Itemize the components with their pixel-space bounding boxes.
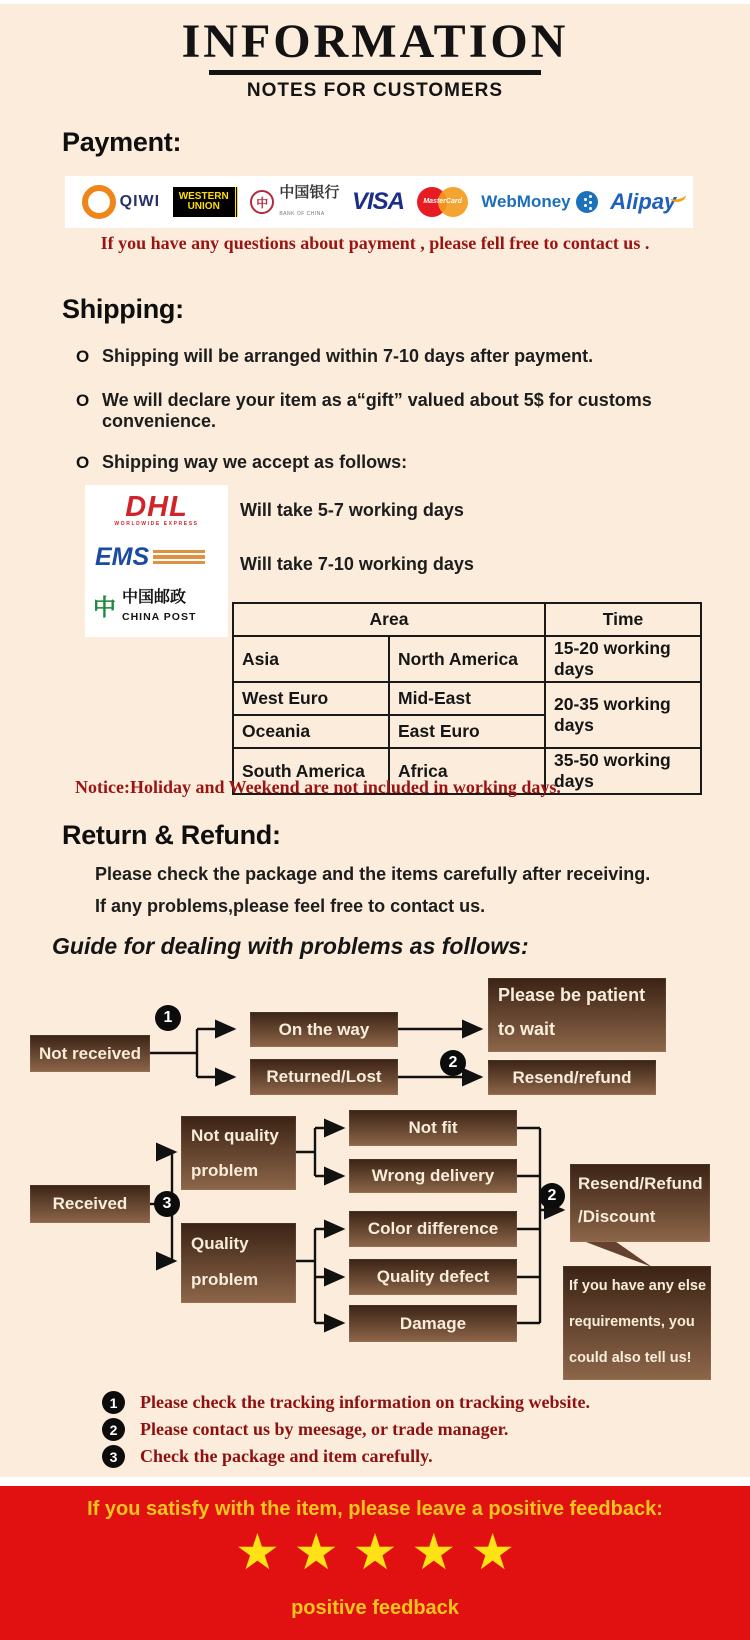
area-cell: South America	[233, 748, 389, 794]
ems-transit-note: Will take 7-10 working days	[240, 554, 474, 574]
dhl-transit-note: Will take 5-7 working days	[240, 500, 464, 520]
webmoney-logo	[481, 191, 597, 213]
flow-color-difference: Color difference	[349, 1211, 517, 1247]
feedback-footer	[0, 1486, 750, 1640]
flow-be-patient-line2: to wait	[498, 1019, 555, 1039]
qiwi-logo	[82, 185, 160, 219]
area-cell: East Euro	[389, 715, 545, 748]
flow-be-patient	[488, 978, 666, 1052]
feedback-line: If you satisfy with the item, please leave a positive feedback:	[87, 1498, 663, 1520]
dhl-sublabel: WORLDWIDE EXPRESS	[114, 521, 199, 527]
payment-note: If you have any questions about payment , please fell free to contact us .	[100, 233, 650, 253]
mastercard-label: MasterCard	[423, 198, 462, 205]
dhl-logo	[85, 493, 228, 527]
step-badge-2: 2	[440, 1050, 466, 1076]
note-badge-3: 3	[102, 1445, 125, 1468]
qiwi-label: QIWI	[119, 193, 161, 210]
table-row	[233, 636, 701, 682]
flow-not-quality-problem	[181, 1116, 296, 1190]
step-badge-3: 3	[154, 1191, 180, 1217]
china-post-cn: 中国邮政	[122, 589, 187, 606]
flow-bubble-line1: If you have any else	[569, 1278, 707, 1294]
flow-not-quality-line2: problem	[191, 1161, 259, 1180]
flow-quality-line1: Quality	[191, 1234, 249, 1253]
note-badge-1: 1	[102, 1391, 125, 1414]
western-union-logo	[173, 187, 238, 217]
guide-heading: Guide for dealing with problems as follows:	[52, 933, 529, 959]
area-header-cell: Area	[233, 603, 545, 636]
bank-of-china-emblem-icon: 中	[250, 190, 274, 214]
flow-not-quality-line1: Not quality	[191, 1126, 279, 1145]
flow-be-patient-line1: Please be patient	[498, 985, 646, 1005]
bubble-tail	[578, 1239, 652, 1267]
time-cell: 35-50 working days	[545, 748, 701, 794]
area-cell: Oceania	[233, 715, 389, 748]
flow-resend-refund: Resend/refund	[488, 1060, 656, 1095]
shipping-bullet-2: We will declare your item as a“gift” valued about 5$ for customs convenience.	[102, 390, 652, 431]
note-text-1: Please check the tracking information on tracking website.	[140, 1392, 590, 1412]
dhl-label: DHL	[125, 491, 188, 523]
flow-bubble-line3: could also tell us!	[569, 1350, 692, 1366]
shipping-bullet-3: Shipping way we accept as follows:	[102, 452, 408, 472]
china-post-logo	[93, 589, 196, 625]
five-star-rating: ★★★★★	[234, 1524, 530, 1580]
note-text-3: Check the package and item carefully.	[140, 1446, 433, 1466]
flow-returned-lost: Returned/Lost	[250, 1059, 398, 1095]
flow-not-fit: Not fit	[349, 1110, 517, 1146]
area-cell: Asia	[233, 636, 389, 682]
bank-of-china-cn: 中国银行	[279, 185, 340, 201]
mastercard-logo	[417, 186, 469, 218]
webmoney-label: WebMoney	[481, 192, 571, 211]
ems-stripes-icon	[153, 548, 205, 567]
page-title: INFORMATION	[181, 15, 569, 68]
payment-heading: Payment:	[62, 127, 182, 157]
shipping-notice: Notice:Holiday and Weekend are not included in working days.	[75, 777, 561, 797]
time-header-cell: Time	[545, 603, 701, 636]
flow-quality-problem	[181, 1223, 296, 1303]
top-divider	[0, 0, 750, 4]
alipay-logo	[610, 189, 676, 215]
flow-resend-refund-discount	[570, 1164, 710, 1242]
area-cell: North America	[389, 636, 545, 682]
bank-of-china-logo	[250, 184, 339, 220]
footer-divider	[0, 1477, 750, 1486]
ems-label: EMS	[95, 543, 150, 571]
western-union-line1: WESTERN	[178, 191, 229, 202]
flow-on-the-way: On the way	[250, 1012, 398, 1047]
step-badge-2: 2	[539, 1183, 565, 1209]
note-badge-2: 2	[102, 1418, 125, 1441]
return-line-2: If any problems,please feel free to contact us.	[95, 896, 486, 916]
flow-quality-line2: problem	[191, 1270, 259, 1289]
bullet-marker: O	[76, 347, 90, 366]
flow-wrong-delivery: Wrong delivery	[349, 1159, 517, 1193]
flow-quality-defect: Quality defect	[349, 1259, 517, 1295]
table-row	[233, 682, 701, 715]
payment-logo-strip	[65, 176, 693, 228]
china-post-emblem-icon: 中	[93, 594, 116, 620]
bank-of-china-en: BANK OF CHINA	[279, 211, 325, 217]
shipping-time-table	[232, 602, 702, 795]
shipping-heading: Shipping:	[62, 294, 184, 324]
flow-bubble-line2: requirements, you	[569, 1314, 695, 1330]
title-underline	[209, 70, 541, 75]
area-cell: Africa	[389, 748, 545, 794]
area-cell: Mid-East	[389, 682, 545, 715]
note-text-2: Please contact us by meesage, or trade manager.	[140, 1419, 509, 1439]
visa-logo: VISA	[351, 188, 404, 215]
flow-resend-discount-line2: /Discount	[578, 1207, 656, 1226]
flow-bubble-note	[563, 1266, 711, 1380]
return-line-1: Please check the package and the items carefully after receiving.	[95, 864, 651, 884]
positive-feedback-label: positive feedback	[291, 1597, 459, 1619]
time-cell: 20-35 working days	[545, 682, 701, 748]
flow-damage: Damage	[349, 1305, 517, 1342]
china-post-en: CHINA POST	[122, 611, 197, 623]
return-refund-heading: Return & Refund:	[62, 820, 281, 850]
flow-resend-discount-line1: Resend/Refund	[578, 1174, 703, 1193]
flow-received: Received	[30, 1185, 150, 1223]
problem-flowchart	[0, 975, 750, 1385]
ems-logo	[95, 545, 205, 569]
qiwi-ring-icon	[82, 185, 116, 219]
page-subtitle: NOTES FOR CUSTOMERS	[246, 80, 504, 101]
area-cell: West Euro	[233, 682, 389, 715]
shipping-bullet-1: Shipping will be arranged within 7-10 days after payment.	[102, 346, 594, 366]
flow-not-received: Not received	[30, 1035, 150, 1072]
table-header-row	[233, 603, 701, 636]
step-badge-1: 1	[155, 1005, 181, 1031]
webmoney-globe-icon	[576, 191, 598, 213]
carrier-logo-box	[85, 485, 228, 637]
bullet-marker: O	[76, 453, 90, 472]
bullet-marker: O	[76, 391, 90, 410]
western-union-line2: UNION	[187, 201, 220, 212]
time-cell: 15-20 working days	[545, 636, 701, 682]
alipay-label: Alipay	[610, 189, 677, 214]
